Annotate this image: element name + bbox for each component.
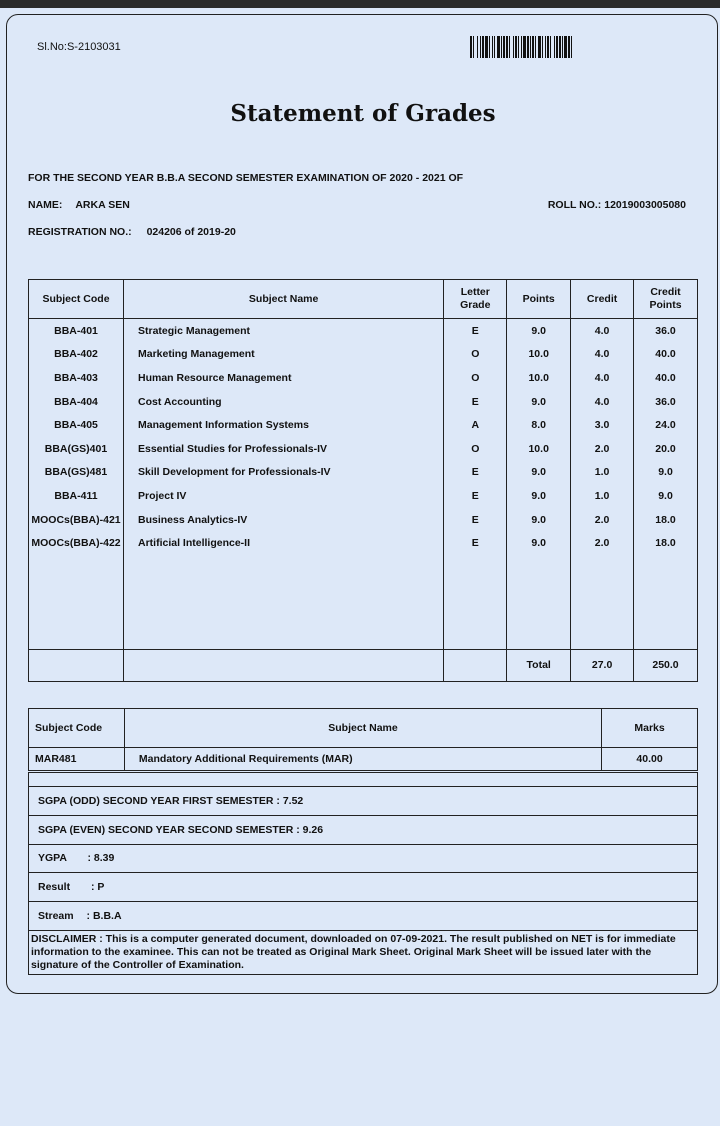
- total-label: Total: [507, 649, 571, 681]
- result-field: [29, 873, 698, 902]
- points: 9.0: [507, 531, 571, 555]
- letter-grade: E: [444, 484, 507, 508]
- grade-row: [29, 343, 698, 367]
- filler-row: [29, 555, 698, 650]
- mar-header-name: Subject Name: [124, 709, 601, 748]
- subject-name: Business Analytics-IV: [123, 508, 443, 532]
- grade-row: [29, 531, 698, 555]
- subject-name: Human Resource Management: [123, 366, 443, 390]
- credit-points: 40.0: [634, 366, 698, 390]
- stream-field: [29, 902, 698, 931]
- credit-points: 18.0: [634, 508, 698, 532]
- subject-name: Marketing Management: [123, 343, 443, 367]
- subject-code: BBA(GS)481: [29, 461, 124, 485]
- subject-code: BBA-411: [29, 484, 124, 508]
- ygpa-field: [29, 844, 698, 873]
- subject-name: Project IV: [123, 484, 443, 508]
- credit-points: 36.0: [634, 319, 698, 343]
- letter-grade: E: [444, 461, 507, 485]
- mar-marks: 40.00: [602, 748, 698, 771]
- page-title: Statement of Grades: [230, 100, 496, 127]
- letter-grade: O: [444, 366, 507, 390]
- summary-table: [28, 772, 698, 975]
- letter-grade: O: [444, 343, 507, 367]
- credit: 1.0: [571, 484, 634, 508]
- credit-points: 9.0: [634, 484, 698, 508]
- barcode: [470, 36, 686, 58]
- credit: 2.0: [571, 437, 634, 461]
- credit-points: 20.0: [634, 437, 698, 461]
- letter-grade: E: [444, 390, 507, 414]
- points: 10.0: [507, 366, 571, 390]
- summary-spacer: [29, 773, 698, 787]
- header-credit: Credit: [571, 280, 634, 319]
- points: 9.0: [507, 508, 571, 532]
- header-letter-grade: Letter Grade: [444, 280, 507, 319]
- registration-value: 024206 of 2019-20: [146, 226, 236, 238]
- points: 10.0: [507, 343, 571, 367]
- disclaimer: DISCLAIMER : This is a computer generated document, downloaded on 07-09-2021. The result published on NET is for immediate information to the examinee. This can not be treated as Original Mark Sheet. Original Mark Sheet will be issued later with the signature of the Controller of Examination.: [29, 930, 698, 974]
- points: 10.0: [507, 437, 571, 461]
- subject-code: BBA-401: [29, 319, 124, 343]
- credit-points: 36.0: [634, 390, 698, 414]
- credit-points: 24.0: [634, 413, 698, 437]
- sgpa-odd: SGPA (ODD) SECOND YEAR FIRST SEMESTER : 7.52: [29, 787, 698, 816]
- subject-name: Management Information Systems: [123, 413, 443, 437]
- mar-name: Mandatory Additional Requirements (MAR): [124, 748, 601, 771]
- header-subject-name: Subject Name: [123, 280, 443, 319]
- stream-label: Stream: [38, 910, 74, 923]
- serial-number: Sl.No:S-2103031: [37, 41, 121, 53]
- credit-points: 40.0: [634, 343, 698, 367]
- name-label: NAME:: [28, 199, 63, 211]
- total-credit: 27.0: [571, 649, 634, 681]
- result-label: Result: [38, 881, 71, 894]
- credit: 4.0: [571, 390, 634, 414]
- letter-grade: E: [444, 531, 507, 555]
- credit: 3.0: [571, 413, 634, 437]
- header-points: Points: [507, 280, 571, 319]
- result-value: : P: [91, 881, 105, 894]
- mar-header-code: Subject Code: [29, 709, 125, 748]
- grade-row: [29, 319, 698, 343]
- name-field: [28, 199, 130, 211]
- points: 9.0: [507, 319, 571, 343]
- subject-code: BBA-402: [29, 343, 124, 367]
- credit-points: 18.0: [634, 531, 698, 555]
- credit: 4.0: [571, 366, 634, 390]
- subject-name: Skill Development for Professionals-IV: [123, 461, 443, 485]
- ygpa-value: : 8.39: [87, 852, 115, 865]
- grade-row: [29, 366, 698, 390]
- points: 9.0: [507, 461, 571, 485]
- letter-grade: O: [444, 437, 507, 461]
- subject-code: MOOCs(BBA)-422: [29, 531, 124, 555]
- credit: 1.0: [571, 461, 634, 485]
- mar-code: MAR481: [29, 748, 125, 771]
- subject-code: BBA-404: [29, 390, 124, 414]
- credit: 4.0: [571, 343, 634, 367]
- grades-table: [28, 279, 698, 682]
- points: 9.0: [507, 390, 571, 414]
- grade-row: [29, 390, 698, 414]
- credit-points: 9.0: [634, 461, 698, 485]
- subject-name: Artificial Intelligence-II: [123, 531, 443, 555]
- grade-row: [29, 413, 698, 437]
- registration-label: REGISTRATION NO.:: [28, 226, 132, 238]
- subject-name: Cost Accounting: [123, 390, 443, 414]
- subject-name: Essential Studies for Professionals-IV: [123, 437, 443, 461]
- subject-code: BBA-405: [29, 413, 124, 437]
- exam-line: FOR THE SECOND YEAR B.B.A SECOND SEMESTER EXAMINATION OF 2020 - 2021 OF: [28, 172, 464, 184]
- stream-value: : B.B.A: [86, 910, 122, 923]
- grade-row: [29, 461, 698, 485]
- ygpa-label: YGPA: [38, 852, 67, 865]
- points: 9.0: [507, 484, 571, 508]
- mar-table: [28, 708, 698, 771]
- registration-field: [28, 226, 236, 238]
- mar-header-row: [29, 709, 698, 748]
- credit: 4.0: [571, 319, 634, 343]
- grade-row: [29, 484, 698, 508]
- grade-row: [29, 437, 698, 461]
- letter-grade: E: [444, 508, 507, 532]
- roll-label: ROLL NO.:: [547, 199, 602, 211]
- subject-name: Strategic Management: [123, 319, 443, 343]
- name-value: ARKA SEN: [75, 199, 130, 211]
- subject-code: MOOCs(BBA)-421: [29, 508, 124, 532]
- total-credit-points: 250.0: [634, 649, 698, 681]
- subject-code: BBA(GS)401: [29, 437, 124, 461]
- grade-row: [29, 508, 698, 532]
- header-credit-points: Credit Points: [634, 280, 698, 319]
- credit: 2.0: [571, 508, 634, 532]
- top-bar: [0, 0, 720, 8]
- grades-header-row: [29, 280, 698, 319]
- credit: 2.0: [571, 531, 634, 555]
- mar-header-marks: Marks: [602, 709, 698, 748]
- sgpa-even: SGPA (EVEN) SECOND YEAR SECOND SEMESTER : 9.26: [29, 815, 698, 844]
- letter-grade: E: [444, 319, 507, 343]
- mar-row: [29, 748, 698, 771]
- roll-value: 12019003005080: [604, 199, 686, 211]
- letter-grade: A: [444, 413, 507, 437]
- header-subject-code: Subject Code: [29, 280, 124, 319]
- roll-field: [548, 199, 686, 211]
- subject-code: BBA-403: [29, 366, 124, 390]
- total-row: [29, 649, 698, 681]
- points: 8.0: [507, 413, 571, 437]
